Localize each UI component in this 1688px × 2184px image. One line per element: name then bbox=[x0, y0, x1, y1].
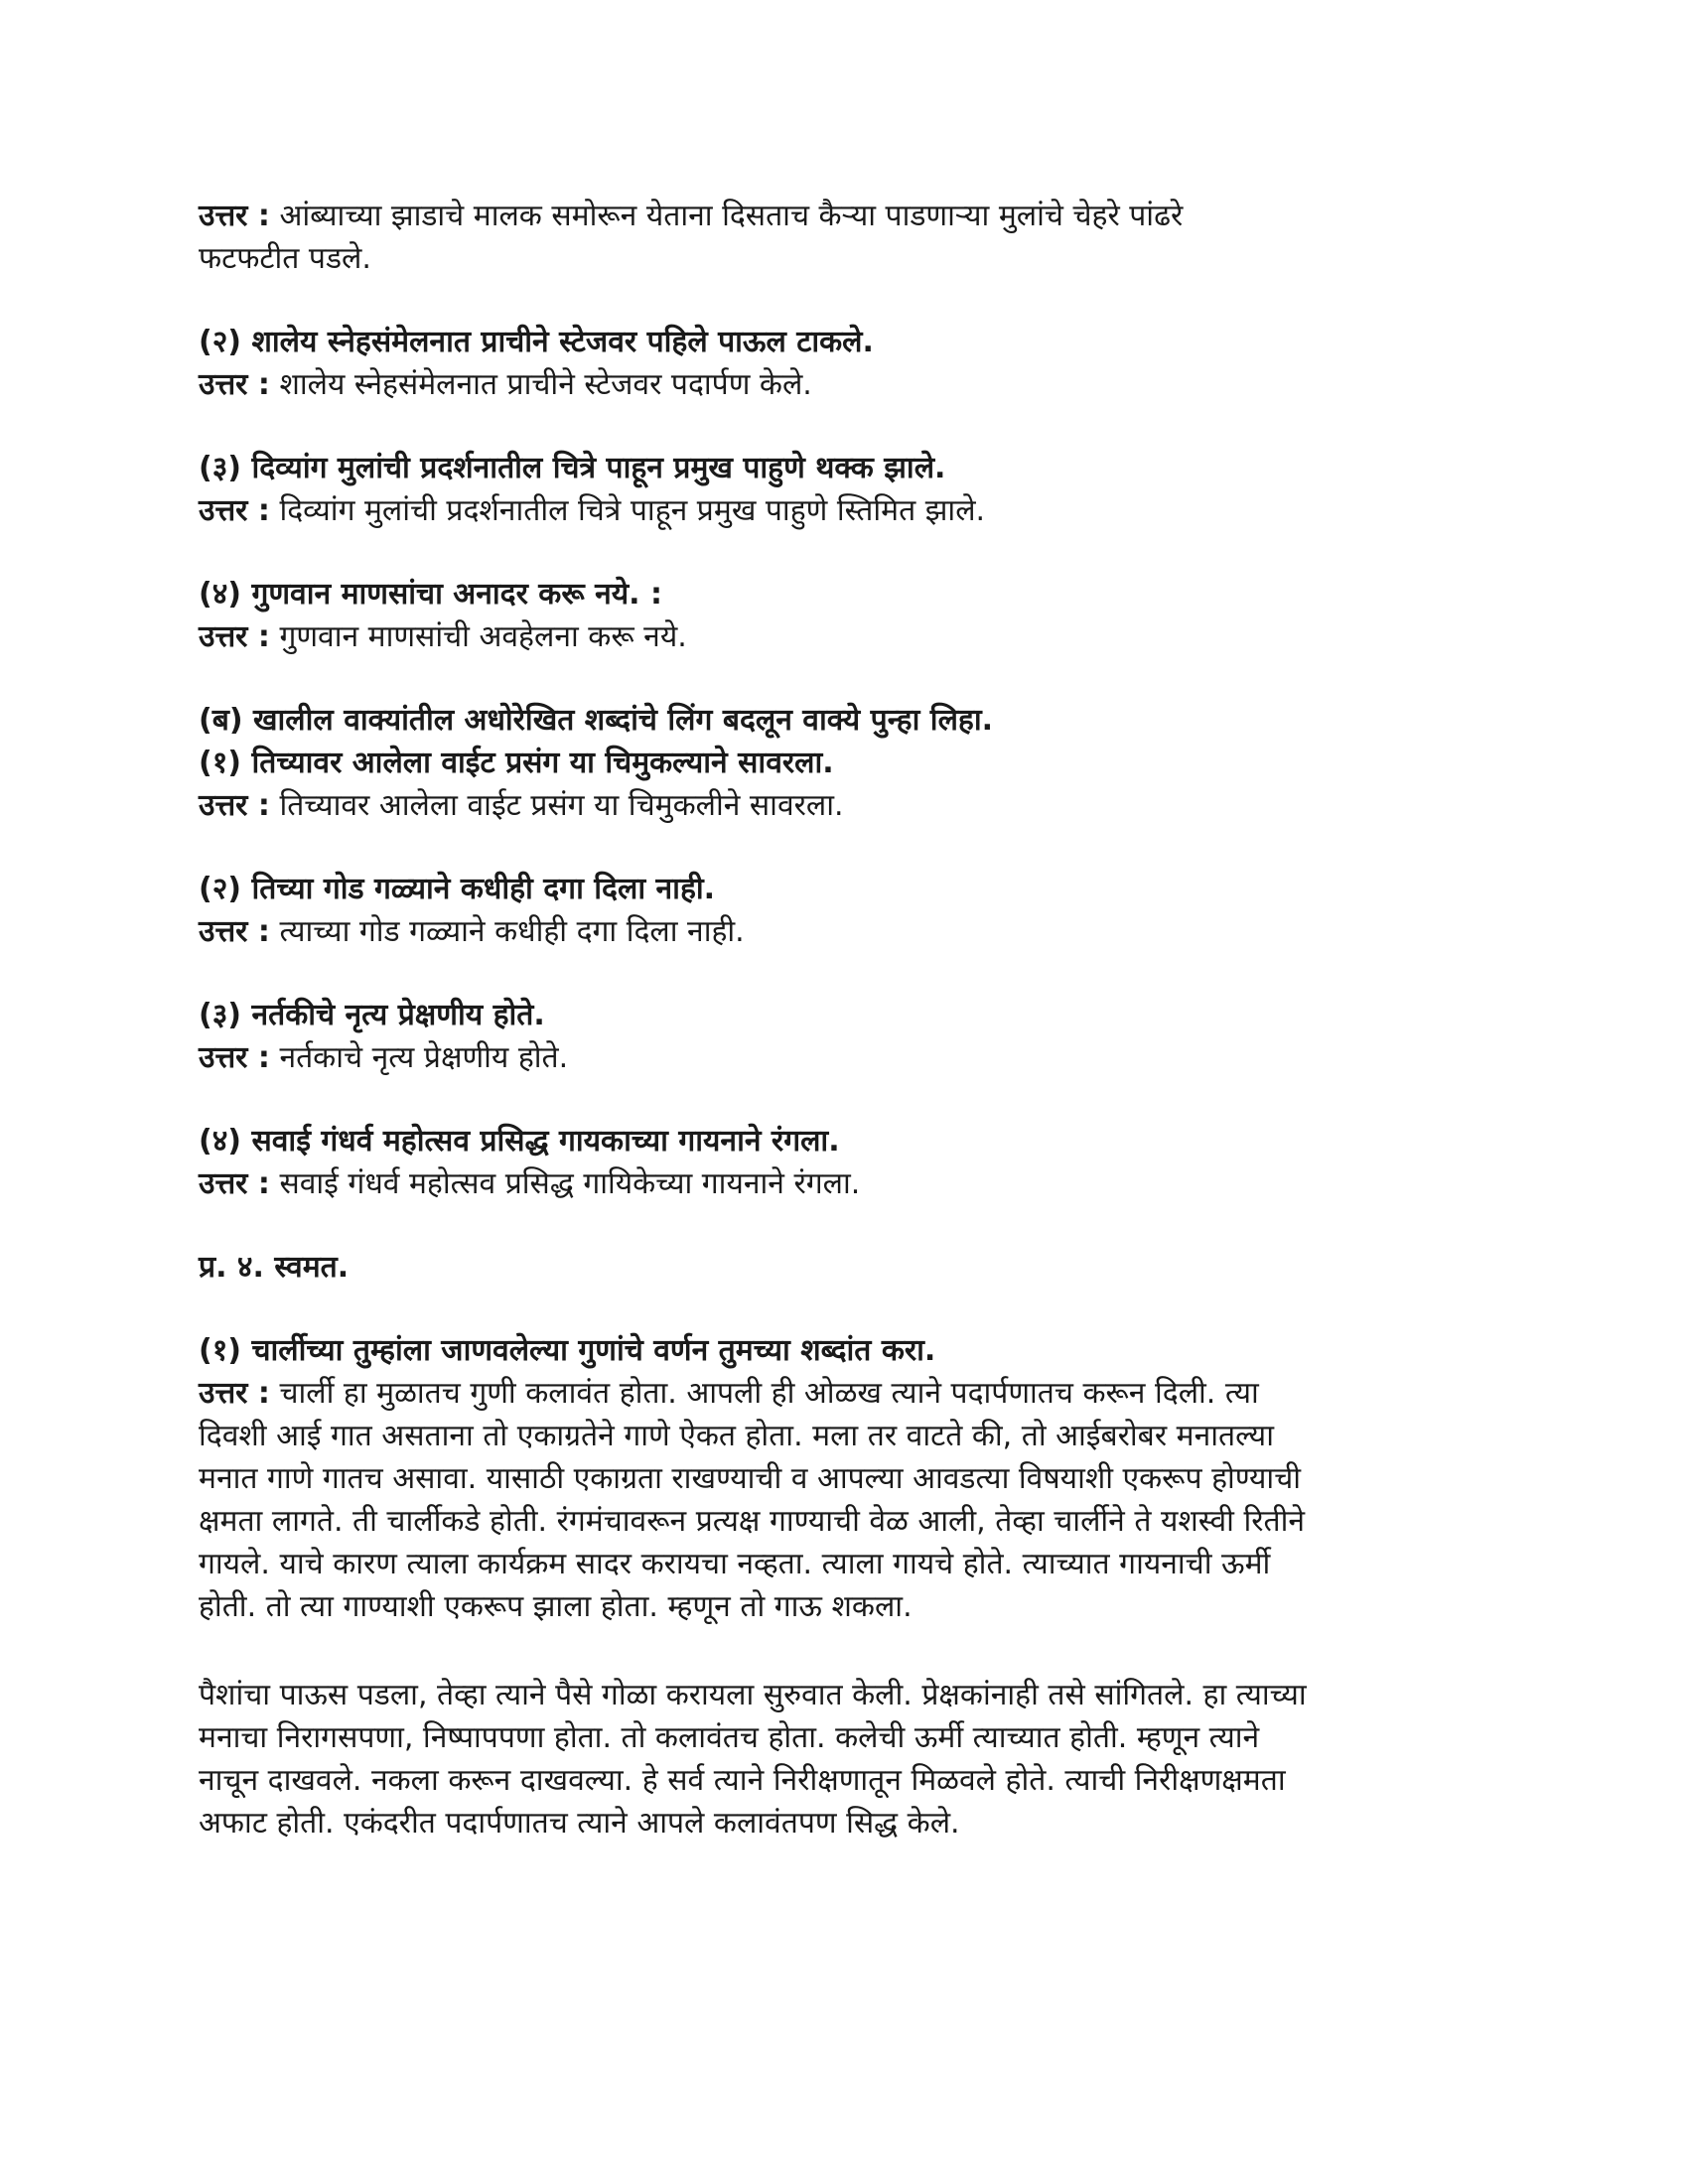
answer-line bbox=[199, 1036, 1489, 1079]
question-line: (१) चार्लीच्या तुम्हांला जाणवलेल्या गुणांचे वर्णन तुमच्या शब्दांत करा. bbox=[199, 1333, 936, 1368]
question-line: (१) तिच्यावर आलेला वाईट प्रसंग या चिमुकल्याने सावरला. bbox=[199, 746, 834, 780]
answer-line bbox=[199, 1162, 1489, 1205]
answer-label: उत्तर : bbox=[199, 619, 270, 654]
question-line: (३) दिव्यांग मुलांची प्रदर्शनातील चित्रे पाहून प्रमुख पाहुणे थक्क झाले. bbox=[199, 451, 946, 485]
section-heading: प्र. ४. स्वमत. bbox=[199, 1250, 350, 1285]
paragraph-line: होती. तो त्या गाण्याशी एकरूप झाला होता. म्हणून तो गाऊ शकला. bbox=[199, 1589, 913, 1624]
answer-line bbox=[199, 363, 1489, 406]
paragraph-line: मनाचा निरागसपणा, निष्पापपणा होता. तो कलावंतच होता. कलेची ऊर्मी त्याच्यात होती. म्हणून त्याने bbox=[199, 1720, 1260, 1755]
paragraph-line: पैशांचा पाऊस पडला, तेव्हा त्याने पैसे गोळा करायला सुरुवात केली. प्रेक्षकांनाही तसे सांगितले. हा त्याच्या bbox=[199, 1678, 1307, 1712]
answer-line bbox=[199, 784, 1489, 827]
answer-label: उत्तर : bbox=[199, 493, 270, 528]
paragraph-line: मनात गाणे गातच असावा. यासाठी एकाग्रता राखण्याची व आपल्या आवडत्या विषयाशी एकरूप होण्याची bbox=[199, 1461, 1302, 1496]
answer-label: उत्तर : bbox=[199, 367, 270, 402]
paragraph-line: नाचून दाखवले. नकला करून दाखवल्या. हे सर्व त्याने निरीक्षणातून मिळवले होते. त्याची निरीक्षणक्षमता bbox=[199, 1763, 1286, 1798]
document-page bbox=[199, 195, 1489, 1844]
answer-line bbox=[199, 489, 1489, 532]
answer-text: त्याच्या गोड गळ्याने कधीही दगा दिला नाही. bbox=[279, 914, 745, 949]
answer-line bbox=[199, 1372, 1489, 1415]
question-line: (२) शालेय स्नेहसंमेलनात प्राचीने स्टेजवर पहिले पाऊल टाकले. bbox=[199, 325, 874, 359]
answer-text: आंब्याच्या झाडाचे मालक समोरून येताना दिसताच कैऱ्या पाडणाऱ्या मुलांचे चेहरे पांढरे bbox=[279, 199, 1184, 233]
question-line: (४) सवाई गंधर्व महोत्सव प्रसिद्ध गायकाच्या गायनाने रंगला. bbox=[199, 1124, 840, 1159]
answer-line bbox=[199, 615, 1489, 658]
question-line: (४) गुणवान माणसांचा अनादर करू नये. : bbox=[199, 577, 662, 612]
answer-line bbox=[199, 910, 1489, 953]
paragraph-line: दिवशी आई गात असताना तो एकाग्रतेने गाणे ऐकत होता. मला तर वाटते की, तो आईबरोबर मनातल्या bbox=[199, 1419, 1274, 1453]
paragraph-line: क्षमता लागते. ती चार्लीकडे होती. रंगमंचावरून प्रत्यक्ष गाण्याची वेळ आली, तेव्हा चार्लीने ते यशस्वी रितीने bbox=[199, 1504, 1306, 1539]
answer-text: शालेय स्नेहसंमेलनात प्राचीने स्टेजवर पदार्पण केले. bbox=[279, 367, 812, 402]
section-heading: (ब) खालील वाक्यांतील अधोरेखित शब्दांचे लिंग बदलून वाक्ये पुन्हा लिहा. bbox=[199, 703, 994, 738]
answer-label: उत्तर : bbox=[199, 1040, 270, 1075]
answer-line bbox=[199, 195, 1489, 237]
answer-text: दिव्यांग मुलांची प्रदर्शनातील चित्रे पाहून प्रमुख पाहुणे स्तिमित झाले. bbox=[279, 493, 986, 528]
question-line: (२) तिच्या गोड गळ्याने कधीही दगा दिला नाही. bbox=[199, 872, 716, 906]
answer-label: उत्तर : bbox=[199, 914, 270, 949]
question-line: (३) नर्तकीचे नृत्य प्रेक्षणीय होते. bbox=[199, 998, 545, 1032]
answer-text: सवाई गंधर्व महोत्सव प्रसिद्ध गायिकेच्या गायनाने रंगला. bbox=[279, 1166, 861, 1201]
answer-label: उत्तर : bbox=[199, 1376, 270, 1411]
answer-text: तिच्यावर आलेला वाईट प्रसंग या चिमुकलीने सावरला. bbox=[279, 788, 844, 823]
answer-text: गुणवान माणसांची अवहेलना करू नये. bbox=[279, 619, 687, 654]
paragraph-line: गायले. याचे कारण त्याला कार्यक्रम सादर करायचा नव्हता. त्याला गायचे होते. त्याच्यात गायनाची ऊर्मी bbox=[199, 1547, 1271, 1581]
answer-label: उत्तर : bbox=[199, 199, 270, 233]
answer-line: फटफटीत पडले. bbox=[199, 241, 371, 276]
answer-text: नर्तकाचे नृत्य प्रेक्षणीय होते. bbox=[279, 1040, 569, 1075]
answer-label: उत्तर : bbox=[199, 788, 270, 823]
answer-label: उत्तर : bbox=[199, 1166, 270, 1201]
answer-text: चार्ली हा मुळातच गुणी कलावंत होता. आपली ही ओळख त्याने पदार्पणातच करून दिली. त्या bbox=[279, 1376, 1259, 1411]
paragraph-line: अफाट होती. एकंदरीत पदार्पणातच त्याने आपले कलावंतपण सिद्ध केले. bbox=[199, 1806, 960, 1841]
